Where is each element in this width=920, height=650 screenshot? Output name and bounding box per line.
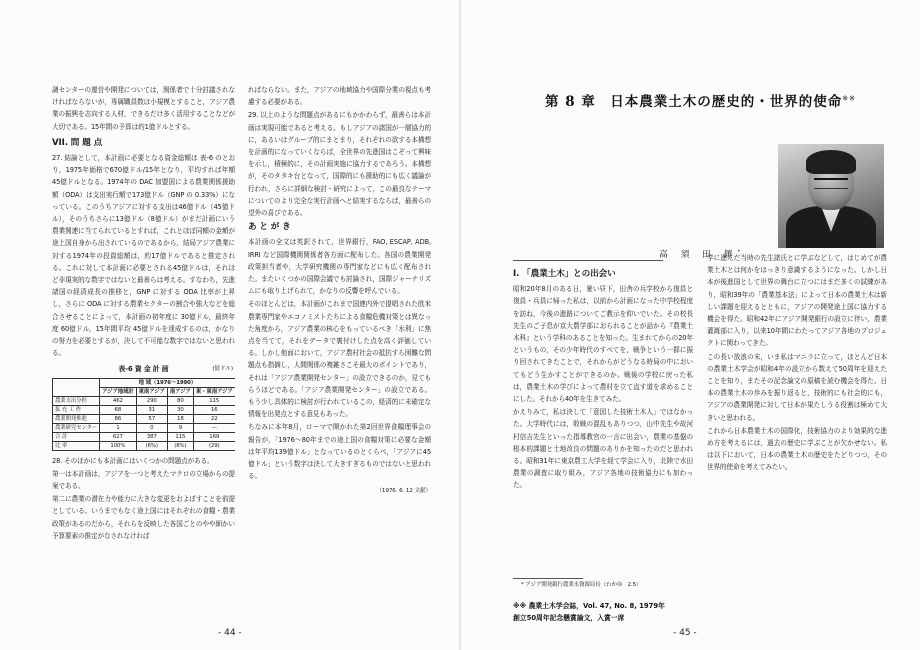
publication-line: ※※ 農業土木学会誌，Vol. 47, No. 8, 1979年 — [513, 602, 665, 610]
table-unit: (億ドル) — [212, 366, 233, 373]
paragraph-28-first: 第一は本計画は，アジアを一つと考えたマクロの立場からの提案である。 — [52, 469, 235, 491]
footnote: * アジア開発銀行農業水資源局長（わかゆ 2.5） — [521, 582, 642, 588]
table-title — [52, 363, 235, 375]
table-cell: 387 — [136, 432, 167, 441]
table-row-label: 農業開発推進 — [53, 414, 100, 423]
table-cell: 115 — [167, 432, 193, 441]
afterword-heading: あ と が き — [248, 222, 291, 233]
table-cell: 68 — [100, 405, 137, 414]
table-cell: 290 — [136, 396, 167, 405]
table-cell: 18 — [167, 414, 193, 423]
table-cell: 30 — [167, 405, 193, 414]
paragraph-continued: ればならない。また，アジアの地域協力や国際分業の視点も考慮する必要がある。 — [248, 86, 431, 107]
author-mark: * — [737, 249, 741, 256]
table-row — [53, 423, 236, 432]
table-cell: 169 — [193, 432, 235, 441]
citation: （1976. 6. 12 文献） — [376, 487, 431, 494]
afterword-paragraph: 本計画の全文は英訳されて，世界銀行，FAO, ESCAP, ADB, IRRI など国際機関関係者各方面に配布した。各国の農業開発政策担当者や，大学研究機関の専門家などにも広く配布された。またいくつかの国際会議でも討論され，国際ジャーナリズムにも取り上げられて，かなりの反響を呼んでいる。 — [248, 238, 431, 296]
table-group-header: 地 域（1976〜1990） — [100, 378, 235, 387]
table-cell: — — [193, 423, 235, 432]
table-cell: 31 — [136, 405, 167, 414]
chapter-title-text: 第 8 章 日本農業土木の歴史的・世界的使命 — [545, 94, 843, 110]
paragraph: この長い放浪の末，いま私はマニラに立って，ほとんど日本の農業土木学会が昭和4年の設立から数えて50周年を迎えたことを知り，またその記念論文の原稿を読む機会を得た。日本の農業土木の歩みを振り返ると，技術的にも社会的にも，アジアの農業開発に対して日本が果たしうる役割は極めて大きいと思われる。 — [707, 352, 887, 422]
section-heading-encounter: I. 「農業土木」との出会い — [513, 269, 616, 279]
table-cell: 86 — [100, 414, 137, 423]
table-row — [53, 414, 236, 423]
paragraph-27: 27. 結論として，本計画に必要となる資金総額は 表-6 のとおり，1975年価格で670億ドル/15年となり，平均すれば年額45億ドルとなる。1974年の DAC 加盟国による農業関係援助額（ODA）は支出実行額で173億ドル（GNP の 0.33%）になっている。このうちアジアに対する支出は46億ドル（45億ドル），そのうちさらに13億ドル（8億ドル）がまだ計画にいう農業関連に当てられているとすれば，これとほぼ同額の金額が途上国自身から出されているのであるから，結局アジア農業に対する1974年の投資総額は，約17億ドルであると推定される。これに対して本計画に必要とされる45億ドルは，それほど非現実的な数字ではないと最善らは考える。すなわち，先進諸国の経済成長の推移と，GNP に対する ODA 比率が上昇し，さらに ODA に対する農業セクターの割合や強大などを総合させることによって，本計画の初年度に 30億ドル，最終年度 60億ドル，15年間平均 45億ドルを達成するのは，かなりの努力を必要とするが，決して不可能な数字ではないと思われる。 — [52, 154, 235, 358]
table-cell: (29) — [193, 441, 235, 450]
table-row-label: 合 計 — [53, 432, 100, 441]
table-row-label: 農業支出分担 — [53, 396, 100, 405]
table-cell: 57 — [136, 414, 167, 423]
table-row-label: 比 率 — [53, 441, 100, 450]
intro-paragraph: 調センターの運営や開発については，関係者で十分討議されなければならないが，専属職員数は小規模とすること，アジア農業の振興を志向する人材，できるだけ多く活用することなどが大切である。15年間の予算は約1億ドルとする。 — [52, 86, 235, 131]
afterword-paragraph: そのほとんどは，本計画がこれまで国連内外で提唱された欧米農業専門家やエコノミストたちによる食糧危機対策とは異なった角度から，アジア農業の核心をもっているべき「水利」に焦点を当てて，それをデータで裏付けした点を高く評価している。しかし他面において，アジア農村社会の抵抗すら困難な問題点も指摘し，人間関係の複雑さこそ最大のポイントであり，それは「アジア農業開発センター」の設立できるのか，見てもらうほどである。「アジア農業開発センター」の設立である。もう少し具体的に検討が行われているこの，経済的に未確定な情報を出発点とする意見もあった。 — [248, 300, 431, 419]
footnote-rule — [513, 578, 583, 579]
author-portrait — [778, 144, 884, 248]
table-cell: 115 — [193, 396, 235, 405]
table-cell: 0 — [136, 423, 167, 432]
left-page-column-1 — [52, 84, 235, 604]
table-corner — [53, 378, 100, 396]
table-col-header: 東南アジア — [136, 387, 167, 396]
paragraph: 学に進んだ当時の先生諸氏とに学ぶなどして，はじめてが農業土木とは何かをはっきり意識するようになった。しかし日本が後進国として世界の舞台に立つにはまだ多くの試練があり，昭和39年の「農業基本法」によって日本の農業土木は新しい課題を迎えるとともに，アジアの開発途上国に協力する機会を得た。昭和42年にアジア開発銀行の設立に伴い，農業灌漑部に入り，以来10年間にわたってアジア各地のプロジェクトに関わってきた。 — [707, 254, 887, 348]
right-page-column-1 — [513, 264, 693, 576]
table-row — [53, 396, 236, 405]
afterword-paragraph: ちなみに本年8月，ローマで開かれた第2回世界食糧理事会の報告が，「1976〜80年までの途上国の食糧対策に必要な金額は年平均139億ドル」となっているのとくらべ，「アジアに45億ドル」という数字は決して大きすぎるものではないと思われる。 — [248, 423, 431, 481]
table-cell: 16 — [193, 405, 235, 414]
paragraph-28-second: 第二に農業の潜在力や能力に大きな変更をおよぼすことを前提としている。いうまでもなく途上国にはそれぞれの食糧・農業政策があるのだから，それらを反映した各国ごとのやや細かい予算要素の推定がなされなければ — [52, 495, 235, 540]
page-number-right: - 45 - — [673, 628, 697, 638]
table-row-label: 農業研究センター — [53, 423, 100, 432]
table-col-header: 東・東南アジア — [193, 387, 235, 396]
table-cell: 100% — [100, 441, 137, 450]
table-cell: (6%) — [136, 441, 167, 450]
page-number-left: - 44 - — [218, 628, 242, 638]
author-name-text: 高 須 田 鎮 — [659, 250, 738, 260]
table-row — [53, 405, 236, 414]
table-cell: 80 — [167, 396, 193, 405]
chapter-title-mark: ※※ — [842, 94, 857, 103]
left-page-column-2 — [248, 84, 431, 574]
table-col-header: 南アジア — [167, 387, 193, 396]
paragraph-28: 28. そのほかにも本計画にはいくつかの問題点がある。 — [52, 456, 214, 465]
table-row-label: 拡 充 工 作 — [53, 405, 100, 414]
right-page — [461, 0, 920, 650]
section-rule — [513, 260, 663, 261]
publication-line: 創立50周年記念懸賞論文，入賞一席 — [513, 614, 625, 622]
section-heading-problems: VII. 問 題 点 — [52, 137, 103, 148]
right-page-column-2 — [707, 252, 887, 596]
chapter-title — [545, 90, 856, 110]
table-caption: 表-6 資 金 計 画 — [118, 365, 169, 374]
publication-note — [513, 600, 665, 624]
paragraph: これから日本農業土木の国際化，技術協力のより効果的な進め方を考えるには，過去の歴史に学ぶことが欠かせない。私は以下において，日本の農業土木の歴史をたどりつつ，その世界的使命を考えてみたい。 — [707, 426, 887, 472]
table-cell: 627 — [100, 432, 137, 441]
table-row-ratio — [53, 441, 236, 450]
table-cell: 9 — [167, 423, 193, 432]
table-cell: 462 — [100, 396, 137, 405]
budget-table — [52, 378, 235, 451]
paragraph: 昭和20年8月のある日，暑い昼下，田舎の兵学校から復員と復員・兵員に帰った私は，以前から計画になった中学校程度を訪ね，今後の進路についてご教示を仰いでいた。その校長先生のご子息が京大農学部におられることが話から『農業土木科』という学科のあることを知った。生まれてからの20年というもの，その少年時代のすべてを，戦争という一群に振り回されてきたことで，それからがどうなる時局の中においてもどう生かすことができるのか。戦後の学校に戻った私は，農業土木の学びによって農村を立て直す道を求めることにした。それから40年を生きてみた。 — [513, 285, 693, 404]
table-cell: 22 — [193, 414, 235, 423]
paragraph: かえりみて，私は決して「意図した技術土木人」ではなかった。大学時代には，敗戦の混乱もありつつ，山中先生や故河村信吉先生といった指導教官の一言に出会い，農業の基盤の根本的課題と土地改良の問題のありかを知ったのだと思われる。昭和31年に東京農工大学を経て学会に入り，北陸で水田農業の調査に取り組み，アジア各地の技術協力にも加わった。 — [513, 408, 693, 490]
table-row-total — [53, 432, 236, 441]
table-cell: (8%) — [167, 441, 193, 450]
table-cell: 1 — [100, 423, 137, 432]
paragraph-29: 29. 以上のような問題点があるにもかかわらず，最善らは本計画は実現可能であると考える。もしアジアの諸国が一層協力的に，あるいはグループ的にまとまり，それぞれの欲する本構想を計画的になっていくならば，全世界の先進国はこぞって興味を示し，積極的に，その計画実施に協力するであろう。本構想が，そのタタキ台となって，国際的にも援助的にも広く議論が行われ，さらに詳細な検討・研究によって，この最良なテーマについてのより完全な実行計画へと結実するならば，最善らの望外の喜びである。 — [248, 111, 431, 218]
table-col-header: アジア地域計 — [100, 387, 137, 396]
left-page — [0, 0, 459, 650]
